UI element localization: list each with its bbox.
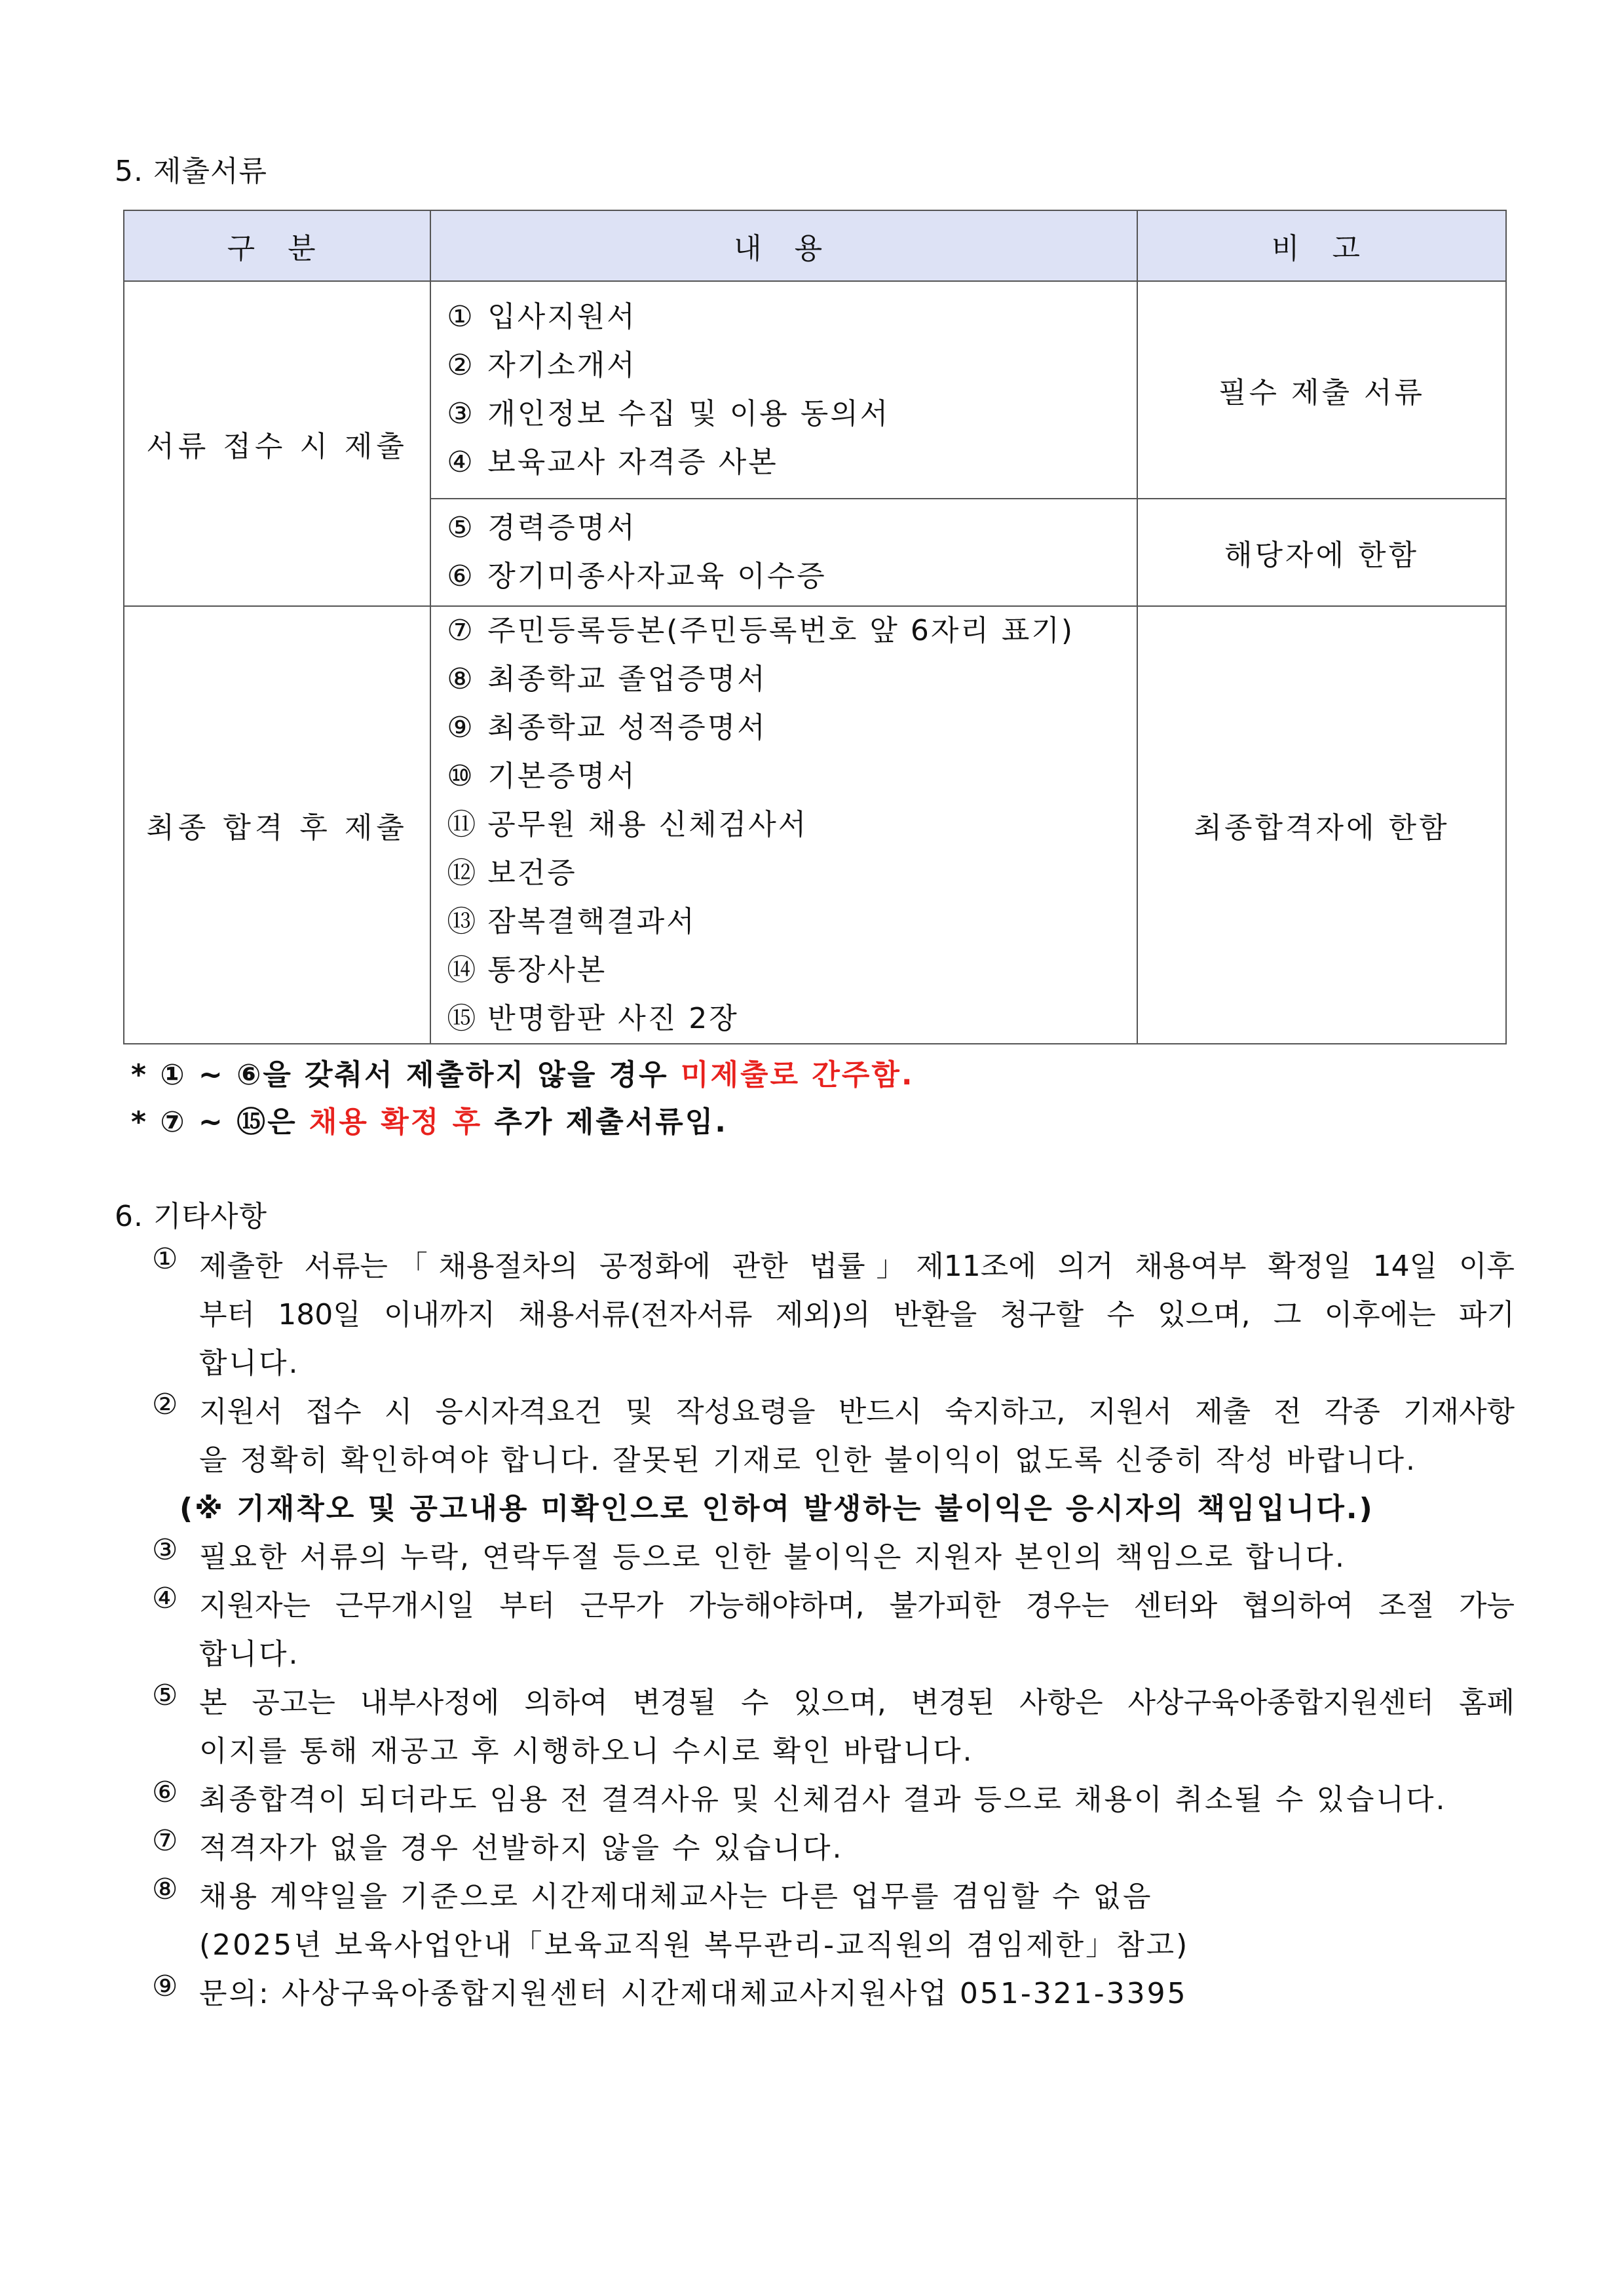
list-item: ⑨ 최종학교 성적증명서 xyxy=(447,711,767,744)
submission-documents-table xyxy=(123,210,1507,1044)
list-item: ⑧ 최종학교 졸업증명서 xyxy=(447,662,767,696)
list-item: ④ 지원자는 근무개시일 부터 근무가 가능해야하며, 불가피한 경우는 센터와 협의하여 조절 가능 합니다. xyxy=(152,1582,1515,1671)
list-item: ⑥ 장기미종사자교육 이수증 xyxy=(447,560,827,593)
header-content: 내 용 xyxy=(430,210,1137,281)
content-cell xyxy=(430,281,1137,499)
list-item: ⑦ 주민등록등본(주민등록번호 앞 6자리 표기) xyxy=(447,614,1075,647)
section-5-title: 5. 제출서류 xyxy=(115,155,267,188)
list-item: ⑮ 반명함판 사진 2장 xyxy=(447,1002,739,1035)
list-item: ④ 보육교사 자격증 사본 xyxy=(447,446,778,479)
table-header-row xyxy=(124,210,1506,281)
category-cell: 최종 합격 후 제출 xyxy=(124,606,430,1044)
list-item: ③ 개인정보 수집 및 이용 동의서 xyxy=(447,397,890,430)
header-remarks: 비 고 xyxy=(1137,210,1506,281)
table-row xyxy=(124,606,1506,1044)
list-item: ⑬ 잠복결핵결과서 xyxy=(447,905,696,938)
list-item: ⑪ 공무원 채용 신체검사서 xyxy=(447,808,808,841)
list-item: ③ 필요한 서류의 누락, 연락두절 등으로 인한 불이익은 지원자 본인의 책임으로 합니다. xyxy=(152,1533,1346,1574)
note-line: * ① ~ ⑥을 갖춰서 제출하지 않을 경우 미제출로 간주함. xyxy=(131,1058,915,1092)
content-cell xyxy=(430,606,1137,1044)
table-notes xyxy=(131,1052,915,1146)
table-row xyxy=(124,281,1506,499)
emphasis-note: (※ 기재착오 및 공고내용 미확인으로 인하여 발생하는 불이익은 응시자의 책임입니다.) xyxy=(179,1492,1374,1525)
list-item: ① 입사지원서 xyxy=(447,300,637,334)
remarks-cell: 해당자에 한함 xyxy=(1137,499,1506,606)
other-matters-list xyxy=(152,1242,1515,2018)
list-item: ⑧ 채용 계약일을 기준으로 시간제대체교사는 다른 업무를 겸임할 수 없음 (2025년 보육사업안내「보육교직원 복무관리-교직원의 겸임제한」참고) xyxy=(152,1873,1190,1962)
list-item: ⑫ 보건증 xyxy=(447,856,577,890)
category-cell: 서류 접수 시 제출 xyxy=(124,281,430,606)
list-item: ⑤ 경력증명서 xyxy=(447,511,637,545)
header-category: 구 분 xyxy=(124,210,430,281)
remarks-cell: 최종합격자에 한함 xyxy=(1137,606,1506,1044)
list-item: ② 지원서 접수 시 응시자격요건 및 작성요령을 반드시 숙지하고, 지원서 제출 전 각종 기재사항 을 정확히 확인하여야 합니다. 잘못된 기재로 인한 불이익이 없도록 신중히 작성 바랍니다. xyxy=(152,1388,1515,1477)
list-item: ⑨ 문의: 사상구육아종합지원센터 시간제대체교사지원사업 051-321-3395 xyxy=(152,1970,1188,2010)
section-6-title: 6. 기타사항 xyxy=(115,1200,267,1233)
content-cell xyxy=(430,499,1137,606)
list-item: ⑭ 통장사본 xyxy=(447,953,607,987)
list-item: ⑥ 최종합격이 되더라도 임용 전 결격사유 및 신체검사 결과 등으로 채용이 취소될 수 있습니다. xyxy=(152,1776,1447,1816)
list-item: ⑦ 적격자가 없을 경우 선발하지 않을 수 있습니다. xyxy=(152,1824,844,1865)
list-item: ⑤ 본 공고는 내부사정에 의하여 변경될 수 있으며, 변경된 사항은 사상구육아종합지원센터 홈페 이지를 통해 재공고 후 시행하오니 수시로 확인 바랍니다. xyxy=(152,1679,1515,1768)
remarks-cell: 필수 제출 서류 xyxy=(1137,281,1506,499)
list-item: ② 자기소개서 xyxy=(447,349,637,382)
list-item: ⑩ 기본증명서 xyxy=(447,759,637,793)
list-item: ① 제출한 서류는「채용절차의 공정화에 관한 법률」제11조에 의거 채용여부 확정일 14일 이후 부터 180일 이내까지 채용서류(전자서류 제외)의 반환을 청구할 수 있으며, 그 이후에는 파기 합니다. xyxy=(152,1242,1515,1380)
note-line: * ⑦ ~ ⑮은 채용 확정 후 추가 제출서류임. xyxy=(131,1105,728,1139)
